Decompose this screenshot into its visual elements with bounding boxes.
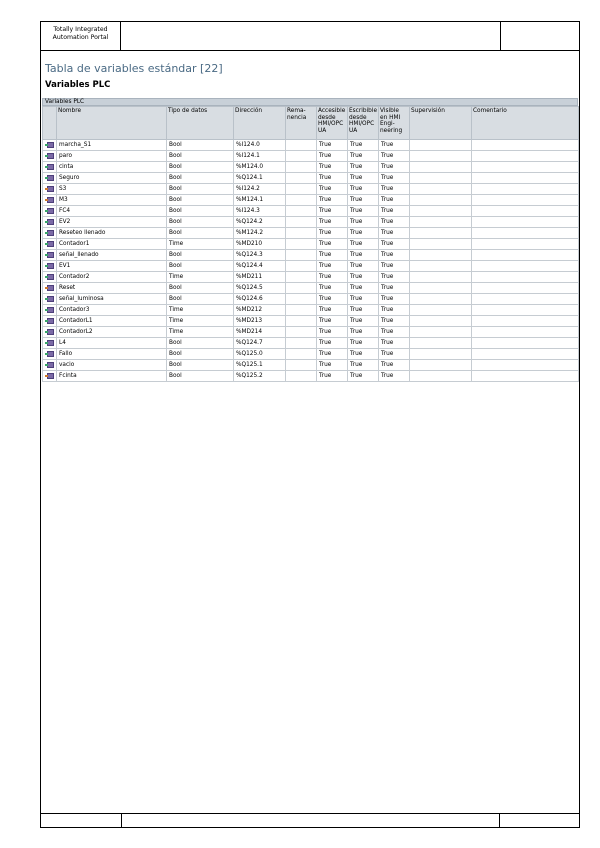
cell-escribible: True <box>348 140 379 151</box>
cell-tipo: Bool <box>167 294 234 305</box>
cell-nombre: S3 <box>57 184 167 195</box>
cell-direccion: %Q125.2 <box>234 371 286 382</box>
input-tag-icon <box>45 307 54 313</box>
column-header-supervision: Supervisión <box>410 107 472 140</box>
cell-tipo: Bool <box>167 217 234 228</box>
cell-accesible: True <box>317 140 348 151</box>
variables-table-container <box>42 98 578 382</box>
output-tag-icon <box>45 373 54 379</box>
cell-tipo: Bool <box>167 360 234 371</box>
column-header-accesible: Accesible desde HMI/OPC UA <box>317 107 348 140</box>
cell-accesible: True <box>317 305 348 316</box>
cell-direccion: %M124.2 <box>234 228 286 239</box>
cell-tipo: Bool <box>167 349 234 360</box>
cell-supervision <box>410 371 472 382</box>
cell-comentario <box>472 261 579 272</box>
cell-comentario <box>472 360 579 371</box>
cell-visible: True <box>379 327 410 338</box>
cell-accesible: True <box>317 217 348 228</box>
cell-tipo: Time <box>167 305 234 316</box>
table-row <box>43 228 579 239</box>
table-row <box>43 316 579 327</box>
cell-escribible: True <box>348 195 379 206</box>
cell-direccion: %Q124.3 <box>234 250 286 261</box>
cell-remanencia <box>286 184 317 195</box>
cell-remanencia <box>286 228 317 239</box>
cell-nombre: señal_luminosa <box>57 294 167 305</box>
page-title: Tabla de variables estándar [22] <box>45 62 223 75</box>
cell-nombre: marcha_S1 <box>57 140 167 151</box>
cell-accesible: True <box>317 261 348 272</box>
cell-visible: True <box>379 338 410 349</box>
cell-nombre: Seguro <box>57 173 167 184</box>
table-row <box>43 239 579 250</box>
table-row <box>43 184 579 195</box>
cell-nombre: cinta <box>57 162 167 173</box>
cell-remanencia <box>286 272 317 283</box>
table-row <box>43 261 579 272</box>
cell-nombre: vacio <box>57 360 167 371</box>
cell-nombre: Reset <box>57 283 167 294</box>
column-header-comentario: Comentario <box>472 107 579 140</box>
cell-visible: True <box>379 360 410 371</box>
cell-direccion: %MD212 <box>234 305 286 316</box>
table-body <box>43 140 579 382</box>
input-tag-icon <box>45 153 54 159</box>
cell-escribible: True <box>348 360 379 371</box>
row-icon-cell <box>43 272 57 283</box>
row-icon-cell <box>43 316 57 327</box>
cell-accesible: True <box>317 272 348 283</box>
cell-comentario <box>472 371 579 382</box>
table-caption: Variables PLC <box>42 98 578 106</box>
cell-tipo: Bool <box>167 371 234 382</box>
cell-tipo: Time <box>167 239 234 250</box>
cell-visible: True <box>379 261 410 272</box>
cell-nombre: Fallo <box>57 349 167 360</box>
table-row <box>43 349 579 360</box>
cell-escribible: True <box>348 162 379 173</box>
cell-direccion: %Q124.6 <box>234 294 286 305</box>
cell-supervision <box>410 173 472 184</box>
row-icon-cell <box>43 239 57 250</box>
row-icon-cell <box>43 349 57 360</box>
input-tag-icon <box>45 164 54 170</box>
cell-visible: True <box>379 272 410 283</box>
cell-accesible: True <box>317 316 348 327</box>
cell-escribible: True <box>348 250 379 261</box>
cell-direccion: %I124.1 <box>234 151 286 162</box>
table-row <box>43 250 579 261</box>
cell-supervision <box>410 338 472 349</box>
table-row <box>43 283 579 294</box>
cell-supervision <box>410 316 472 327</box>
table-row <box>43 294 579 305</box>
cell-escribible: True <box>348 305 379 316</box>
row-icon-cell <box>43 327 57 338</box>
cell-direccion: %Q125.1 <box>234 360 286 371</box>
cell-nombre: ContadorL1 <box>57 316 167 327</box>
cell-nombre: FC4 <box>57 206 167 217</box>
cell-accesible: True <box>317 206 348 217</box>
cell-tipo: Bool <box>167 140 234 151</box>
cell-remanencia <box>286 338 317 349</box>
cell-tipo: Bool <box>167 250 234 261</box>
footer-divider-right <box>499 814 500 827</box>
cell-direccion: %Q124.2 <box>234 217 286 228</box>
cell-visible: True <box>379 162 410 173</box>
cell-remanencia <box>286 327 317 338</box>
cell-comentario <box>472 272 579 283</box>
output-tag-icon <box>45 285 54 291</box>
cell-nombre: Contador3 <box>57 305 167 316</box>
cell-remanencia <box>286 250 317 261</box>
cell-escribible: True <box>348 316 379 327</box>
cell-escribible: True <box>348 261 379 272</box>
cell-nombre: EV2 <box>57 217 167 228</box>
table-row <box>43 272 579 283</box>
cell-accesible: True <box>317 371 348 382</box>
cell-comentario <box>472 228 579 239</box>
row-icon-cell <box>43 360 57 371</box>
cell-accesible: True <box>317 283 348 294</box>
cell-direccion: %I124.3 <box>234 206 286 217</box>
table-row <box>43 140 579 151</box>
cell-visible: True <box>379 283 410 294</box>
cell-direccion: %MD211 <box>234 272 286 283</box>
cell-nombre: M3 <box>57 195 167 206</box>
row-icon-cell <box>43 217 57 228</box>
cell-visible: True <box>379 316 410 327</box>
cell-tipo: Time <box>167 272 234 283</box>
cell-tipo: Time <box>167 316 234 327</box>
cell-nombre: señal_llenado <box>57 250 167 261</box>
cell-remanencia <box>286 371 317 382</box>
column-header-remanencia: Rema-nencia <box>286 107 317 140</box>
cell-supervision <box>410 327 472 338</box>
cell-escribible: True <box>348 338 379 349</box>
input-tag-icon <box>45 351 54 357</box>
row-icon-cell <box>43 228 57 239</box>
cell-escribible: True <box>348 327 379 338</box>
cell-comentario <box>472 338 579 349</box>
cell-accesible: True <box>317 349 348 360</box>
cell-comentario <box>472 206 579 217</box>
column-header-nombre: Nombre <box>57 107 167 140</box>
cell-accesible: True <box>317 173 348 184</box>
cell-supervision <box>410 228 472 239</box>
input-tag-icon <box>45 340 54 346</box>
input-tag-icon <box>45 296 54 302</box>
cell-comentario <box>472 173 579 184</box>
cell-supervision <box>410 283 472 294</box>
column-header-icon <box>43 107 57 140</box>
cell-remanencia <box>286 305 317 316</box>
cell-escribible: True <box>348 206 379 217</box>
cell-comentario <box>472 327 579 338</box>
cell-remanencia <box>286 294 317 305</box>
cell-accesible: True <box>317 162 348 173</box>
cell-visible: True <box>379 217 410 228</box>
row-icon-cell <box>43 338 57 349</box>
cell-comentario <box>472 305 579 316</box>
cell-visible: True <box>379 206 410 217</box>
variables-table <box>42 106 579 382</box>
cell-direccion: %MD213 <box>234 316 286 327</box>
row-icon-cell <box>43 140 57 151</box>
cell-remanencia <box>286 261 317 272</box>
input-tag-icon <box>45 274 54 280</box>
cell-direccion: %Q124.7 <box>234 338 286 349</box>
table-row <box>43 162 579 173</box>
cell-tipo: Bool <box>167 283 234 294</box>
footer-divider-left <box>121 814 122 827</box>
row-icon-cell <box>43 162 57 173</box>
cell-remanencia <box>286 217 317 228</box>
cell-accesible: True <box>317 338 348 349</box>
cell-escribible: True <box>348 184 379 195</box>
cell-tipo: Bool <box>167 162 234 173</box>
table-row <box>43 217 579 228</box>
cell-remanencia <box>286 316 317 327</box>
table-row <box>43 371 579 382</box>
cell-escribible: True <box>348 228 379 239</box>
page-header <box>41 22 579 51</box>
cell-visible: True <box>379 294 410 305</box>
cell-escribible: True <box>348 294 379 305</box>
product-line-1: Totally Integrated <box>53 26 108 33</box>
cell-accesible: True <box>317 327 348 338</box>
cell-comentario <box>472 140 579 151</box>
cell-remanencia <box>286 162 317 173</box>
input-tag-icon <box>45 263 54 269</box>
cell-escribible: True <box>348 151 379 162</box>
cell-tipo: Bool <box>167 338 234 349</box>
input-tag-icon <box>45 230 54 236</box>
cell-accesible: True <box>317 239 348 250</box>
cell-nombre: EV1 <box>57 261 167 272</box>
input-tag-icon <box>45 175 54 181</box>
cell-comentario <box>472 283 579 294</box>
output-tag-icon <box>45 197 54 203</box>
cell-comentario <box>472 162 579 173</box>
input-tag-icon <box>45 329 54 335</box>
cell-supervision <box>410 239 472 250</box>
cell-accesible: True <box>317 195 348 206</box>
cell-visible: True <box>379 239 410 250</box>
cell-supervision <box>410 261 472 272</box>
product-label <box>41 22 121 50</box>
cell-visible: True <box>379 349 410 360</box>
cell-remanencia <box>286 173 317 184</box>
cell-comentario <box>472 217 579 228</box>
cell-direccion: %M124.1 <box>234 195 286 206</box>
input-tag-icon <box>45 362 54 368</box>
input-tag-icon <box>45 208 54 214</box>
row-icon-cell <box>43 261 57 272</box>
table-header-row <box>43 107 579 140</box>
cell-visible: True <box>379 151 410 162</box>
cell-accesible: True <box>317 360 348 371</box>
input-tag-icon <box>45 219 54 225</box>
cell-supervision <box>410 360 472 371</box>
cell-remanencia <box>286 239 317 250</box>
cell-comentario <box>472 349 579 360</box>
cell-supervision <box>410 217 472 228</box>
row-icon-cell <box>43 371 57 382</box>
row-icon-cell <box>43 305 57 316</box>
cell-tipo: Time <box>167 327 234 338</box>
column-header-tipo: Tipo de datos <box>167 107 234 140</box>
cell-direccion: %Q124.4 <box>234 261 286 272</box>
cell-visible: True <box>379 228 410 239</box>
cell-escribible: True <box>348 173 379 184</box>
cell-accesible: True <box>317 184 348 195</box>
row-icon-cell <box>43 250 57 261</box>
cell-accesible: True <box>317 250 348 261</box>
cell-escribible: True <box>348 349 379 360</box>
cell-remanencia <box>286 206 317 217</box>
cell-visible: True <box>379 173 410 184</box>
cell-supervision <box>410 250 472 261</box>
header-right-cell <box>500 22 579 50</box>
cell-escribible: True <box>348 272 379 283</box>
cell-comentario <box>472 151 579 162</box>
cell-accesible: True <box>317 151 348 162</box>
cell-supervision <box>410 195 472 206</box>
cell-escribible: True <box>348 217 379 228</box>
cell-remanencia <box>286 349 317 360</box>
cell-nombre: ContadorL2 <box>57 327 167 338</box>
cell-supervision <box>410 162 472 173</box>
row-icon-cell <box>43 173 57 184</box>
column-header-visible: Visible en HMI Engi-neering <box>379 107 410 140</box>
cell-nombre: L4 <box>57 338 167 349</box>
cell-comentario <box>472 316 579 327</box>
cell-nombre: Contador2 <box>57 272 167 283</box>
cell-visible: True <box>379 140 410 151</box>
table-row <box>43 305 579 316</box>
cell-tipo: Bool <box>167 184 234 195</box>
cell-supervision <box>410 184 472 195</box>
cell-direccion: %MD214 <box>234 327 286 338</box>
input-tag-icon <box>45 241 54 247</box>
table-row <box>43 360 579 371</box>
cell-supervision <box>410 305 472 316</box>
cell-remanencia <box>286 195 317 206</box>
cell-tipo: Bool <box>167 195 234 206</box>
table-row <box>43 206 579 217</box>
cell-visible: True <box>379 184 410 195</box>
cell-remanencia <box>286 151 317 162</box>
cell-tipo: Bool <box>167 261 234 272</box>
cell-direccion: %I124.2 <box>234 184 286 195</box>
cell-direccion: %M124.0 <box>234 162 286 173</box>
cell-direccion: %Q125.0 <box>234 349 286 360</box>
cell-supervision <box>410 140 472 151</box>
cell-supervision <box>410 349 472 360</box>
row-icon-cell <box>43 206 57 217</box>
cell-direccion: %MD210 <box>234 239 286 250</box>
page-subtitle: Variables PLC <box>45 80 111 90</box>
cell-visible: True <box>379 371 410 382</box>
input-tag-icon <box>45 252 54 258</box>
column-header-direccion: Dirección <box>234 107 286 140</box>
cell-supervision <box>410 151 472 162</box>
cell-comentario <box>472 250 579 261</box>
cell-direccion: %Q124.5 <box>234 283 286 294</box>
cell-escribible: True <box>348 283 379 294</box>
page-footer <box>41 813 579 827</box>
cell-remanencia <box>286 140 317 151</box>
cell-nombre: Fcinta <box>57 371 167 382</box>
table-row <box>43 327 579 338</box>
cell-tipo: Bool <box>167 206 234 217</box>
cell-remanencia <box>286 283 317 294</box>
cell-comentario <box>472 294 579 305</box>
input-tag-icon <box>45 318 54 324</box>
table-row <box>43 151 579 162</box>
cell-direccion: %I124.0 <box>234 140 286 151</box>
cell-escribible: True <box>348 239 379 250</box>
cell-tipo: Bool <box>167 228 234 239</box>
row-icon-cell <box>43 294 57 305</box>
cell-escribible: True <box>348 371 379 382</box>
cell-supervision <box>410 272 472 283</box>
table-row <box>43 173 579 184</box>
row-icon-cell <box>43 184 57 195</box>
cell-comentario <box>472 184 579 195</box>
cell-tipo: Bool <box>167 173 234 184</box>
output-tag-icon <box>45 186 54 192</box>
cell-remanencia <box>286 360 317 371</box>
cell-nombre: Contador1 <box>57 239 167 250</box>
product-line-2: Automation Portal <box>52 34 109 41</box>
cell-comentario <box>472 239 579 250</box>
cell-accesible: True <box>317 294 348 305</box>
row-icon-cell <box>43 283 57 294</box>
cell-visible: True <box>379 250 410 261</box>
cell-nombre: paro <box>57 151 167 162</box>
table-row <box>43 338 579 349</box>
cell-accesible: True <box>317 228 348 239</box>
cell-visible: True <box>379 195 410 206</box>
row-icon-cell <box>43 151 57 162</box>
cell-nombre: Reseteo llenado <box>57 228 167 239</box>
cell-comentario <box>472 195 579 206</box>
cell-visible: True <box>379 305 410 316</box>
input-tag-icon <box>45 142 54 148</box>
cell-direccion: %Q124.1 <box>234 173 286 184</box>
cell-tipo: Bool <box>167 151 234 162</box>
row-icon-cell <box>43 195 57 206</box>
cell-supervision <box>410 294 472 305</box>
column-header-escribible: Escribible desde HMI/OPC UA <box>348 107 379 140</box>
cell-supervision <box>410 206 472 217</box>
table-row <box>43 195 579 206</box>
